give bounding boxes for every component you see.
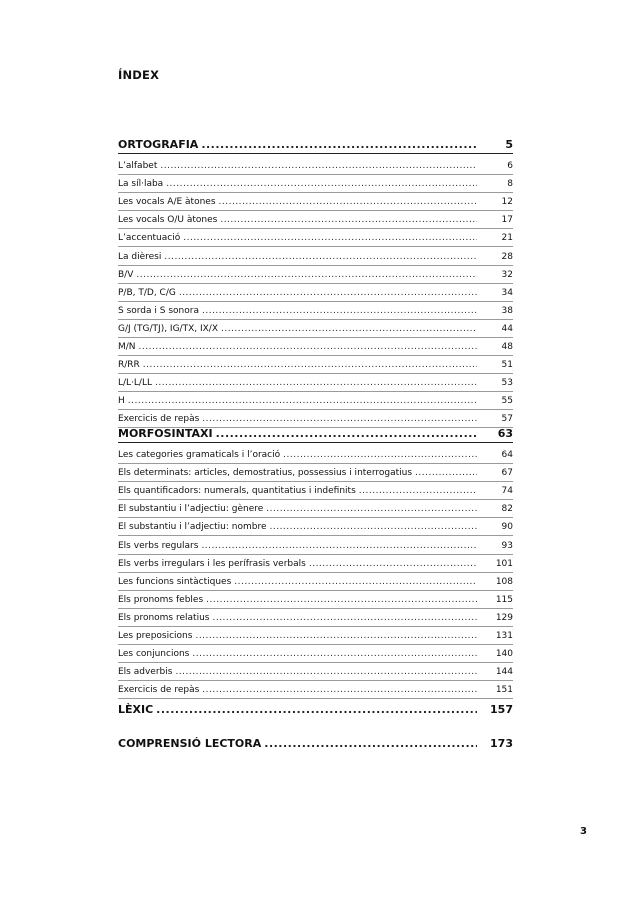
toc-entry: [118, 573, 513, 591]
toc-section-lexic: [118, 700, 513, 718]
dot-leader: [283, 450, 477, 460]
section-page-number: 63: [497, 427, 513, 440]
entry-title: Les preposicions: [118, 631, 193, 642]
entry-page-number: 55: [501, 396, 513, 407]
entry-title: L’accentuació: [118, 233, 181, 244]
entry-title: Els pronoms relatius: [118, 612, 210, 623]
dot-leader: [206, 595, 477, 605]
dot-leader: [219, 197, 477, 207]
entry-page-number: 140: [495, 649, 513, 660]
dot-leader: [183, 233, 477, 243]
entry-title: La dièresi: [118, 251, 162, 262]
toc-entry: [118, 229, 513, 247]
entry-title: B/V: [118, 269, 134, 280]
toc-entry: [118, 175, 513, 193]
entry-title: P/B, T/D, C/G: [118, 287, 176, 298]
dot-leader: [309, 559, 477, 569]
dot-leader: [201, 138, 477, 151]
entry-title: Les vocals O/U àtones: [118, 215, 218, 226]
entry-page-number: 34: [501, 287, 513, 298]
toc-entry: [118, 211, 513, 229]
dot-leader: [264, 737, 477, 750]
toc-entry: [118, 247, 513, 265]
dot-leader: [128, 396, 477, 406]
dot-leader: [415, 468, 477, 478]
entry-page-number: 101: [495, 558, 513, 569]
toc-section-ortografia: [118, 136, 513, 428]
entry-title: Els adverbis: [118, 667, 173, 678]
section-title: COMPRENSIÓ LECTORA: [118, 737, 262, 750]
entry-page-number: 21: [501, 233, 513, 244]
section-title: ORTOGRAFIA: [118, 138, 199, 151]
dot-leader: [156, 703, 477, 716]
entry-page-number: 131: [495, 631, 513, 642]
toc-entry: [118, 446, 513, 464]
entry-title: Les conjuncions: [118, 649, 190, 660]
entry-title: G/J (TG/TJ), IG/TX, IX/X: [118, 323, 218, 334]
entry-page-number: 115: [495, 594, 513, 605]
toc-entry: [118, 645, 513, 663]
entry-title: H: [118, 396, 125, 407]
toc-entry: [118, 193, 513, 211]
entry-page-number: 90: [501, 522, 513, 533]
entry-title: R/RR: [118, 360, 140, 371]
toc-entry: [118, 536, 513, 554]
dot-leader: [139, 342, 477, 352]
entry-page-number: 17: [501, 215, 513, 226]
section-heading: [118, 700, 513, 718]
entry-page-number: 53: [501, 378, 513, 389]
entry-page-number: 38: [501, 305, 513, 316]
entry-title: L/L·L/LL: [118, 378, 152, 389]
entry-title: Exercicis de repàs: [118, 685, 200, 696]
entry-page-number: 67: [501, 468, 513, 479]
dot-leader: [202, 414, 477, 424]
entry-title: El substantiu i l’adjectiu: nombre: [118, 522, 267, 533]
entry-page-number: 82: [501, 504, 513, 515]
toc-entry: [118, 356, 513, 374]
toc-entry: [118, 500, 513, 518]
toc-entry: [118, 464, 513, 482]
dot-leader: [216, 427, 477, 440]
toc-entry: [118, 663, 513, 681]
dot-leader: [221, 324, 477, 334]
entry-page-number: 28: [501, 251, 513, 262]
entry-page-number: 108: [495, 576, 513, 587]
dot-leader: [202, 685, 477, 695]
toc-entry: [118, 302, 513, 320]
entry-title: Els verbs irregulars i les perífrasis verbals: [118, 558, 306, 569]
dot-leader: [266, 504, 477, 514]
entry-title: Les vocals A/E àtones: [118, 197, 216, 208]
toc-entry: [118, 482, 513, 500]
dot-leader: [201, 541, 477, 551]
dot-leader: [160, 161, 477, 171]
toc-entry: [118, 157, 513, 175]
dot-leader: [212, 613, 477, 623]
dot-leader: [166, 179, 477, 189]
section-heading: [118, 734, 513, 752]
entry-title: Els determinats: articles, demostratius, possessius i interrogatius: [118, 468, 413, 479]
toc-section-morfosintaxi: [118, 425, 513, 699]
dot-leader: [155, 378, 477, 388]
toc-section-comprensio-lectora: [118, 734, 513, 752]
dot-leader: [269, 522, 477, 532]
entry-page-number: 93: [501, 540, 513, 551]
section-page-number: 157: [490, 703, 513, 716]
entry-title: Els verbs regulars: [118, 540, 199, 551]
entry-page-number: 151: [495, 685, 513, 696]
entry-page-number: 57: [501, 414, 513, 425]
entry-title: L’alfabet: [118, 161, 158, 172]
toc-entry: [118, 392, 513, 410]
page-number: 3: [580, 826, 587, 837]
section-heading: [118, 136, 513, 154]
entry-page-number: 144: [495, 667, 513, 678]
entry-page-number: 51: [501, 360, 513, 371]
section-title: LÈXIC: [118, 703, 154, 716]
dot-leader: [234, 577, 477, 587]
entry-page-number: 44: [501, 323, 513, 334]
toc-entry: [118, 591, 513, 609]
dot-leader: [359, 486, 477, 496]
toc-entry: [118, 320, 513, 338]
dot-leader: [164, 252, 477, 262]
toc-entry: [118, 627, 513, 645]
entry-title: Les categories gramaticals i l’oració: [118, 450, 281, 461]
toc-entry: [118, 374, 513, 392]
entry-title: Exercicis de repàs: [118, 414, 200, 425]
dot-leader: [220, 215, 477, 225]
toc-entry: [118, 338, 513, 356]
dot-leader: [202, 306, 477, 316]
entry-title: La síl·laba: [118, 179, 164, 190]
entry-page-number: 64: [501, 450, 513, 461]
entry-title: Les funcions sintàctiques: [118, 576, 232, 587]
toc-entry: [118, 681, 513, 699]
entry-title: S sorda i S sonora: [118, 305, 199, 316]
toc-entry: [118, 518, 513, 536]
dot-leader: [179, 288, 477, 298]
toc-entry: [118, 284, 513, 302]
section-page-number: 5: [505, 138, 513, 151]
section-title: MORFOSINTAXI: [118, 427, 213, 440]
section-heading: [118, 425, 513, 443]
entry-page-number: 74: [501, 486, 513, 497]
toc-entry: [118, 555, 513, 573]
toc-entry: [118, 266, 513, 284]
dot-leader: [143, 360, 477, 370]
dot-leader: [136, 270, 477, 280]
entry-page-number: 12: [501, 197, 513, 208]
entry-title: Els quantificadors: numerals, quantitatius i indefinits: [118, 486, 356, 497]
entry-page-number: 8: [507, 179, 513, 190]
section-page-number: 173: [490, 737, 513, 750]
entry-page-number: 129: [495, 612, 513, 623]
entry-page-number: 48: [501, 342, 513, 353]
entry-title: M/N: [118, 342, 136, 353]
toc-entry: [118, 609, 513, 627]
entry-page-number: 6: [507, 161, 513, 172]
page-title: ÍNDEX: [118, 68, 160, 82]
entry-title: El substantiu i l’adjectiu: gènere: [118, 504, 264, 515]
dot-leader: [195, 631, 477, 641]
entry-title: Els pronoms febles: [118, 594, 204, 605]
dot-leader: [175, 667, 477, 677]
entry-page-number: 32: [501, 269, 513, 280]
dot-leader: [192, 649, 477, 659]
